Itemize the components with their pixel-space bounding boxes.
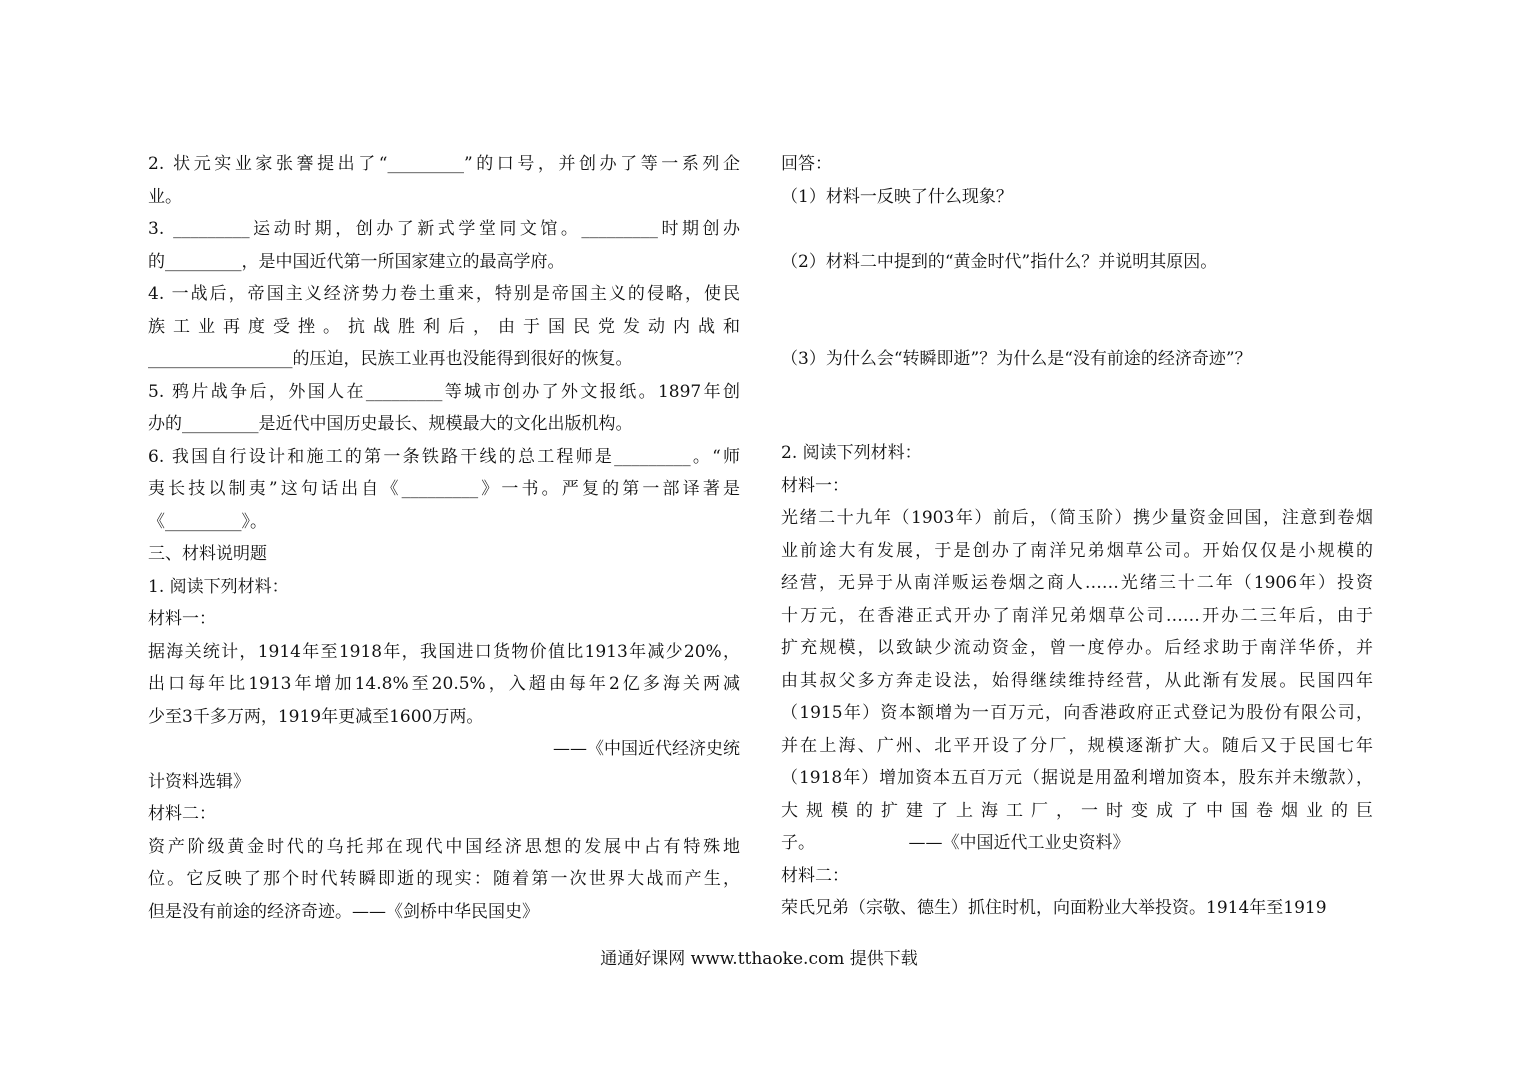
text-line: 由其叔父多方奔走设法，始得继续维持经营，从此渐有发展。民国四年 xyxy=(781,670,1373,691)
text-line: 位。它反映了那个时代转瞬即逝的现实：随着第一次世界大战而产生， xyxy=(148,869,740,889)
text-line: 光绪二十九年（1903年）前后，（简玉阶）携少量资金回国，注意到卷烟 xyxy=(781,508,1373,528)
text-line: 办的_________是近代中国历史最长、规模最大的文化出版机构。 xyxy=(148,414,633,434)
text-line: 资产阶级黄金时代的乌托邦在现代中国经济思想的发展中占有特殊地 xyxy=(148,836,740,857)
left-column xyxy=(148,148,740,928)
text-line: 的_________，是中国近代第一所国家建立的最高学府。 xyxy=(148,251,565,272)
text-line: 经营，无异于从南洋贩运卷烟之商人……光绪三十二年（1906年）投资 xyxy=(781,573,1373,593)
text-line: 5. 鸦片战争后，外国人在_________等城市创办了外文报纸。1897年创 xyxy=(148,381,740,402)
source-citation: 计资料选辑》 xyxy=(148,771,250,792)
question-2: （2）材料二中提到的“黄金时代”指什么？并说明其原因。 xyxy=(781,252,1218,272)
source-citation: 子。 ——《中国近代工业史资料》 xyxy=(781,833,1130,853)
question-heading: 2. 阅读下列材料： xyxy=(781,443,922,463)
section-heading: 三、材料说明题 xyxy=(148,544,267,564)
text-line: 扩充规模，以致缺少流动资金，曾一度停办。后经求助于南洋华侨，并 xyxy=(781,638,1373,658)
text-line: 6. 我国自行设计和施工的第一条铁路干线的总工程师是_________。“师 xyxy=(148,446,740,467)
text-line: _________________的压迫，民族工业再也没能得到很好的恢复。 xyxy=(148,349,633,369)
text-line: 大规模的扩建了上海工厂，一时变成了中国卷烟业的巨 xyxy=(781,800,1373,821)
answer-space xyxy=(781,213,1373,246)
text-line: 但是没有前途的经济奇迹。——《剑桥中华民国史》 xyxy=(148,901,539,922)
right-column xyxy=(781,148,1373,925)
material-label: 材料一： xyxy=(781,475,849,496)
text-line: 4. 一战后，帝国主义经济势力卷土重来，特别是帝国主义的侵略，使民 xyxy=(148,284,740,304)
text-line: 2. 状元实业家张謇提出了“_________”的口号，并创办了等一系列企 xyxy=(148,154,740,174)
text-line: 业前途大有发展，于是创办了南洋兄弟烟草公司。开始仅仅是小规模的 xyxy=(781,540,1373,561)
text-line: 荣氏兄弟（宗敬、德生）抓住时机，向面粉业大举投资。1914年至1919 xyxy=(781,898,1327,918)
text-line: 十万元，在香港正式开办了南洋兄弟烟草公司……开办二三年后，由于 xyxy=(781,605,1373,626)
text-line: 族工业再度受挫。抗战胜利后，由于国民党发动内战和 xyxy=(148,316,740,337)
text-line: 夷长技以制夷”这句话出自《_________》一书。严复的第一部译著是 xyxy=(148,479,740,499)
answer-space xyxy=(781,279,1373,343)
text-line: 据海关统计，1914年至1918年，我国进口货物价值比1913年减少20%， xyxy=(148,641,740,662)
question-3: （3）为什么会“转瞬即逝”？为什么是“没有前途的经济奇迹”？ xyxy=(781,348,1252,369)
text-line: （1918年）增加资本五百万元（据说是用盈利增加资本，股东并未缴款）， xyxy=(781,768,1373,788)
material-label: 材料二： xyxy=(148,804,216,824)
question-heading: 1. 阅读下列材料： xyxy=(148,576,289,597)
text-line: 少至3千多万两，1919年更减至1600万两。 xyxy=(148,706,484,727)
text-line: 并在上海、广州、北平开设了分厂，规模逐渐扩大。随后又于民国七年 xyxy=(781,735,1373,756)
text-line: 出口每年比1913年增加14.8%至20.5%，入超由每年2亿多海关两减 xyxy=(148,674,740,694)
material-label: 材料一： xyxy=(148,609,216,629)
material-label: 材料二： xyxy=(781,865,849,886)
text-line: 3. _________运动时期，创办了新式学堂同文馆。_________时期创办 xyxy=(148,219,740,239)
question-1: （1）材料一反映了什么现象？ xyxy=(781,186,1013,207)
text-line: 《_________》。 xyxy=(148,511,267,532)
answer-label: 回答： xyxy=(781,154,832,174)
text-line: （1915年）资本额增为一百万元，向香港政府正式登记为股份有限公司， xyxy=(781,703,1373,723)
text-line: 业。 xyxy=(148,186,182,207)
footer-credit: 通通好课网 www.tthaoke.com 提供下载 xyxy=(600,949,918,969)
source-citation: ——《中国近代经济史统 xyxy=(553,739,740,759)
answer-space xyxy=(781,375,1373,437)
